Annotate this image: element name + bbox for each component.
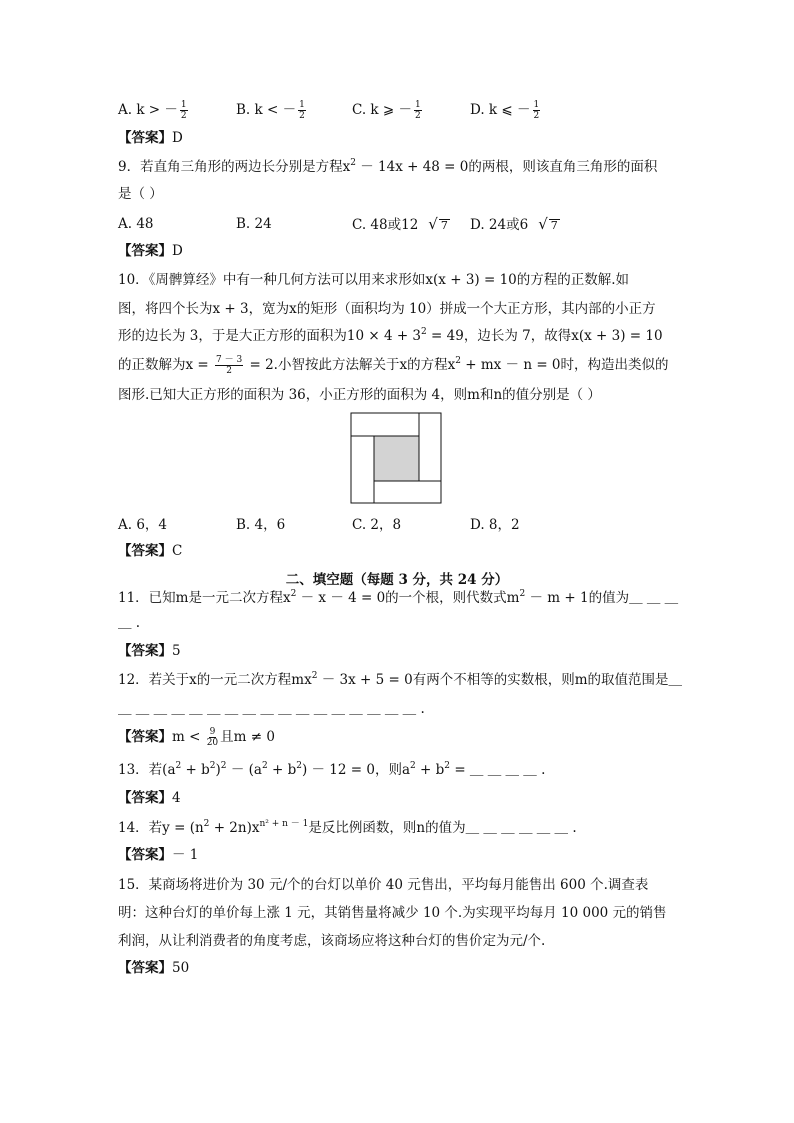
inner-square xyxy=(374,436,419,481)
q9-stem-line2: 是（ ） xyxy=(118,186,163,202)
q12-stem-line1 xyxy=(118,670,682,690)
text: － x － 4 = 0的一个根，则代数式m xyxy=(296,590,520,606)
text: － 14x + 48 = 0的两根，则该直角三角形的面积 xyxy=(355,159,658,175)
sqrt-value: 7 xyxy=(440,219,448,232)
answer-label: 【答案】 xyxy=(118,729,172,745)
q9-option-b: B. 24 xyxy=(236,216,272,232)
frac-den: 20 xyxy=(206,738,219,748)
text: + 2n)x xyxy=(209,820,260,836)
superscript: 2 xyxy=(220,761,227,771)
q11-answer xyxy=(118,641,181,661)
text: 形的边长为 3，于是大正方形的面积为10 × 4 + 3 xyxy=(118,328,422,344)
superscript: 2 xyxy=(421,327,427,337)
q12-stem-line2: ＿ ＿ ＿ ＿ ＿ ＿ ＿ ＿ ＿ ＿ ＿ ＿ ＿ ＿ ＿ ＿ ＿ . xyxy=(118,701,425,717)
text: － (a xyxy=(226,762,262,778)
frac-num: 1 xyxy=(299,100,305,110)
q8-option-d-text: D. k ⩽ － xyxy=(470,102,531,118)
answer-value: 4 xyxy=(172,790,181,806)
fraction xyxy=(215,355,243,376)
text: － m + 1的值为＿ ＿ ＿ xyxy=(525,590,679,606)
fraction xyxy=(298,100,306,121)
q8-option-a-text: A. k > － xyxy=(118,102,178,118)
superscript: n² + n － 1 xyxy=(259,819,309,829)
superscript: 2 xyxy=(209,761,216,771)
text: 的正数解为x = xyxy=(118,357,214,373)
q8-answer xyxy=(118,128,183,148)
q9-option-d xyxy=(470,214,560,235)
text: D. 24或6 xyxy=(470,217,529,233)
text: + b xyxy=(181,762,210,778)
q13-stem xyxy=(118,760,545,780)
superscript: 2 xyxy=(311,671,318,681)
section-heading: 二、填空题（每题 3 分，共 24 分） xyxy=(285,572,509,588)
text: 是反比例函数，则n的值为＿ ＿ ＿ ＿ ＿ ＿ . xyxy=(308,820,577,836)
answer-value: m < xyxy=(172,729,205,745)
text: 9．若直角三角形的两边长分别是方程x xyxy=(118,159,351,175)
superscript: 2 xyxy=(203,819,210,829)
text: ) xyxy=(215,762,221,778)
q10-stem-line3 xyxy=(118,326,663,346)
fraction xyxy=(533,100,541,121)
answer-value: 5 xyxy=(172,643,181,659)
answer-label: 【答案】 xyxy=(118,847,172,863)
q12-answer xyxy=(118,727,275,748)
q15-stem-line1: 15．某商场将进价为 30 元/个的台灯以单价 40 元售出，平均每月能售出 600 个.调查表 xyxy=(118,877,649,893)
superscript: 2 xyxy=(519,589,526,599)
frac-num: 1 xyxy=(180,100,187,110)
text: 11．已知m是一元二次方程x xyxy=(118,590,291,606)
sqrt-value: 7 xyxy=(550,219,558,232)
q10-option-a: A. 6，4 xyxy=(118,517,168,533)
q14-answer xyxy=(118,845,198,865)
superscript: 2 xyxy=(296,761,302,771)
text: + b xyxy=(267,762,297,778)
answer-label: 【答案】 xyxy=(118,130,172,146)
q10-option-b: B. 4，6 xyxy=(236,517,286,533)
superscript: 2 xyxy=(261,761,268,771)
text: + b xyxy=(415,762,445,778)
q10-stem-line5: 图形.已知大正方形的面积为 36，小正方形的面积为 4，则m和n的值分别是（ ） xyxy=(118,387,601,403)
answer-value: D xyxy=(172,130,183,146)
text: = 2.小智按此方法解关于x的方程x xyxy=(245,357,456,373)
fraction xyxy=(207,727,218,748)
q8-option-b xyxy=(236,100,308,121)
text: C. 48或12 xyxy=(352,217,419,233)
q15-stem-line2: 明：这种台灯的单价每上涨 1 元，其销售量将减少 10 个.为实现平均每月 10 000 元的销售 xyxy=(118,905,667,921)
superscript: 2 xyxy=(410,761,416,771)
text: ) － 12 = 0，则a xyxy=(301,762,411,778)
superscript: 2 xyxy=(290,589,297,599)
q10-stem-line2: 图，将四个长为x + 3，宽为x的矩形（面积均为 10）拼成一个大正方形，其内部的小正方 xyxy=(118,301,656,317)
q8-option-b-text: B. k < － xyxy=(236,102,297,118)
q15-answer xyxy=(118,958,189,978)
q9-option-a: A. 48 xyxy=(118,216,154,232)
square-figure xyxy=(350,412,443,505)
text: = ＿ ＿ ＿ ＿ . xyxy=(450,762,546,778)
frac-num: 1 xyxy=(415,100,421,110)
q15-stem-line3: 利润，从让利消费者的角度考虑，该商场应将这种台灯的售价定为元/个. xyxy=(118,933,546,949)
sqrt-icon: √ xyxy=(428,215,438,233)
q9-stem-line1 xyxy=(118,157,657,177)
text: 12．若关于x的一元二次方程mx xyxy=(118,672,312,688)
q8-option-c-text: C. k ⩾ － xyxy=(352,102,413,118)
answer-label: 【答案】 xyxy=(118,960,172,976)
superscript: 2 xyxy=(444,761,451,771)
answer-value: 且m ≠ 0 xyxy=(220,729,275,745)
frac-den: 2 xyxy=(415,111,421,121)
text: + mx － n = 0时，构造出类似的 xyxy=(460,357,669,373)
q10-stem-line1: 10．《周髀算经》中有一种几何方法可以用来求形如x(x + 3) = 10的方程的正数解.如 xyxy=(118,272,630,288)
sqrt-icon: √ xyxy=(538,215,548,233)
q13-answer xyxy=(118,788,181,808)
answer-label: 【答案】 xyxy=(118,790,172,806)
q11-stem-line2: ＿ . xyxy=(118,615,141,631)
answer-value: D xyxy=(172,243,183,259)
text: － 3x + 5 = 0有两个不相等的实数根，则m的取值范围是＿ xyxy=(317,672,683,688)
q8-option-c xyxy=(352,100,424,121)
frac-den: 2 xyxy=(533,111,540,121)
frac-num: 7 － 3 xyxy=(216,355,243,365)
text: 13．若(a xyxy=(118,762,176,778)
text: 14．若y = (n xyxy=(118,820,204,836)
superscript: 2 xyxy=(350,158,356,168)
frac-num: 1 xyxy=(533,100,540,110)
answer-value: 50 xyxy=(172,960,190,976)
q11-stem-line1 xyxy=(118,588,678,608)
q10-answer xyxy=(118,541,182,561)
q8-option-a xyxy=(118,100,190,121)
frac-den: 2 xyxy=(299,111,305,121)
answer-value: － 1 xyxy=(172,847,199,863)
answer-label: 【答案】 xyxy=(118,543,172,559)
q8-option-d xyxy=(470,100,542,121)
answer-value: C xyxy=(172,543,183,559)
answer-label: 【答案】 xyxy=(118,243,172,259)
frac-den: 2 xyxy=(226,366,232,376)
q10-option-c: C. 2，8 xyxy=(352,517,402,533)
fraction xyxy=(414,100,422,121)
frac-num: 9 xyxy=(209,727,216,737)
frac-den: 2 xyxy=(180,111,187,121)
q14-stem xyxy=(118,818,577,838)
q9-answer xyxy=(118,241,183,261)
text: = 49，边长为 7，故得x(x + 3) = 10 xyxy=(426,328,663,344)
q10-option-d: D. 8，2 xyxy=(470,517,520,533)
fraction xyxy=(180,100,188,121)
q10-stem-line4 xyxy=(118,355,669,376)
superscript: 2 xyxy=(455,356,461,366)
superscript: 2 xyxy=(175,761,182,771)
q9-option-c xyxy=(352,214,450,235)
answer-label: 【答案】 xyxy=(118,643,172,659)
